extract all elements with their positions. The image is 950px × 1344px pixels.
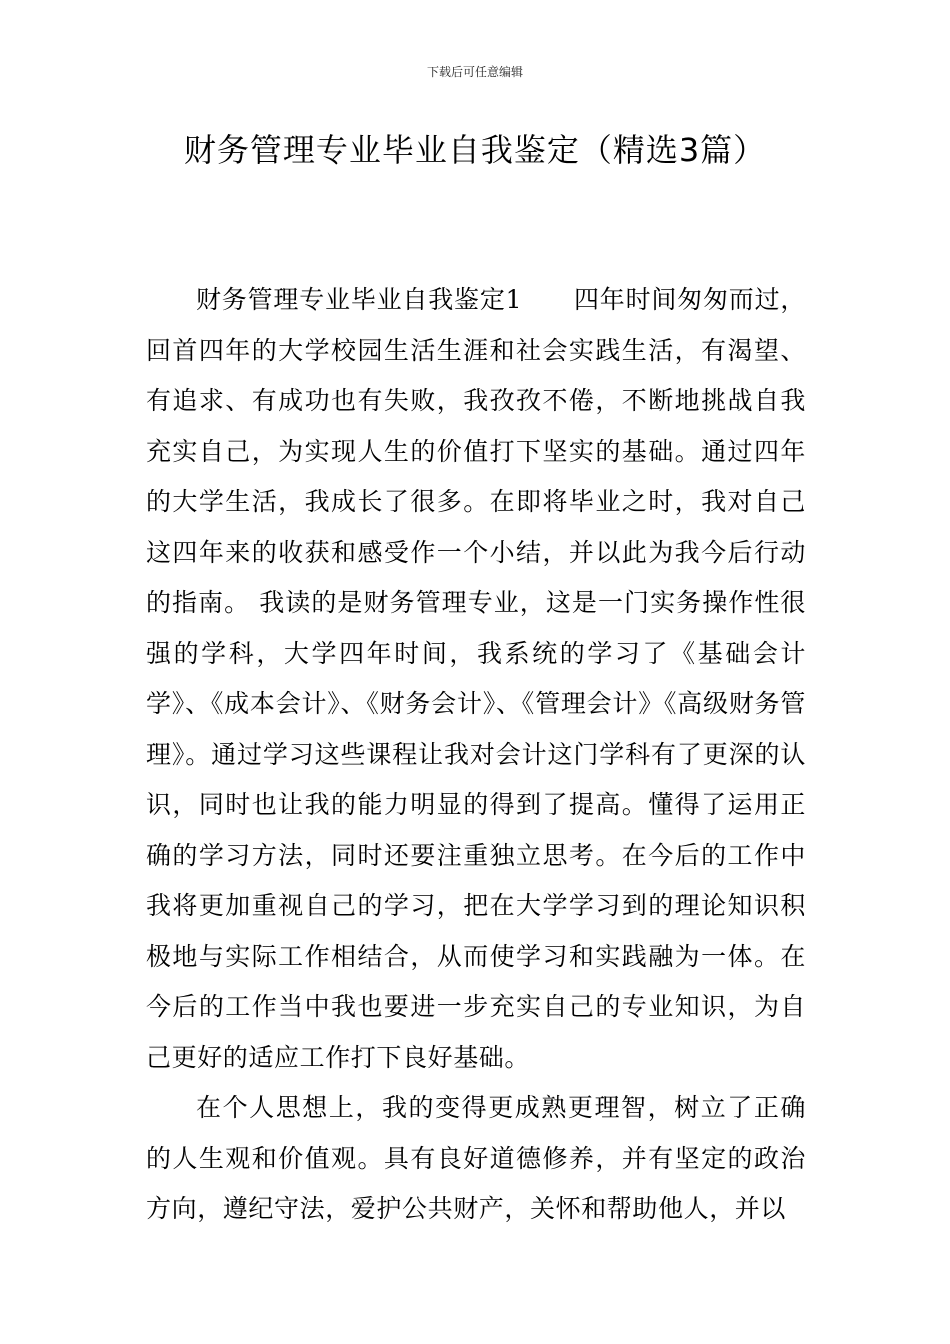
page-header-note: 下载后可任意编辑: [426, 65, 523, 79]
body-paragraph-1: 财务管理专业毕业自我鉴定1 四年时间匆匆而过，回首四年的大学校园生活生涯和社会实践生活，有渴望、有追求、有成功也有失败，我孜孜不倦，不断地挑战自我充实自己，为实现人生的价值打下坚实的基础。通过四年的大学生活，我成长了很多。在即将毕业之时，我对自己这四年来的收获和感受作一个小结，并以此为我今后行动的指南。 我读的是财务管理专业，这是一门实务操作性很强的学科，大学四年时间，我系统的学习了《基础会计学》、《成本会计》、《财务会计》、《管理会计》《高级财务管理》。通过学习这些课程让我对会计这门学科有了更深的认识，同时也让我的能力明显的得到了提高。懂得了运用正确的学习方法，同时还要注重独立思考。在今后的工作中我将更加重视自己的学习，把在大学学习到的理论知识积极地与实际工作相结合，从而使学习和实践融为一体。在今后的工作当中我也要进一步充实自己的专业知识，为自己更好的适应工作打下良好基础。: [146, 285, 806, 1072]
document-body: [146, 275, 806, 1235]
body-paragraph-2: 在个人思想上，我的变得更成熟更理智，树立了正确的人生观和价值观。具有良好道德修养，并有坚定的政治方向，遵纪守法，爱护公共财产，关怀和帮助他人，并以: [146, 1093, 806, 1223]
document-title: 财务管理专业毕业自我鉴定（精选3篇）: [183, 131, 767, 169]
